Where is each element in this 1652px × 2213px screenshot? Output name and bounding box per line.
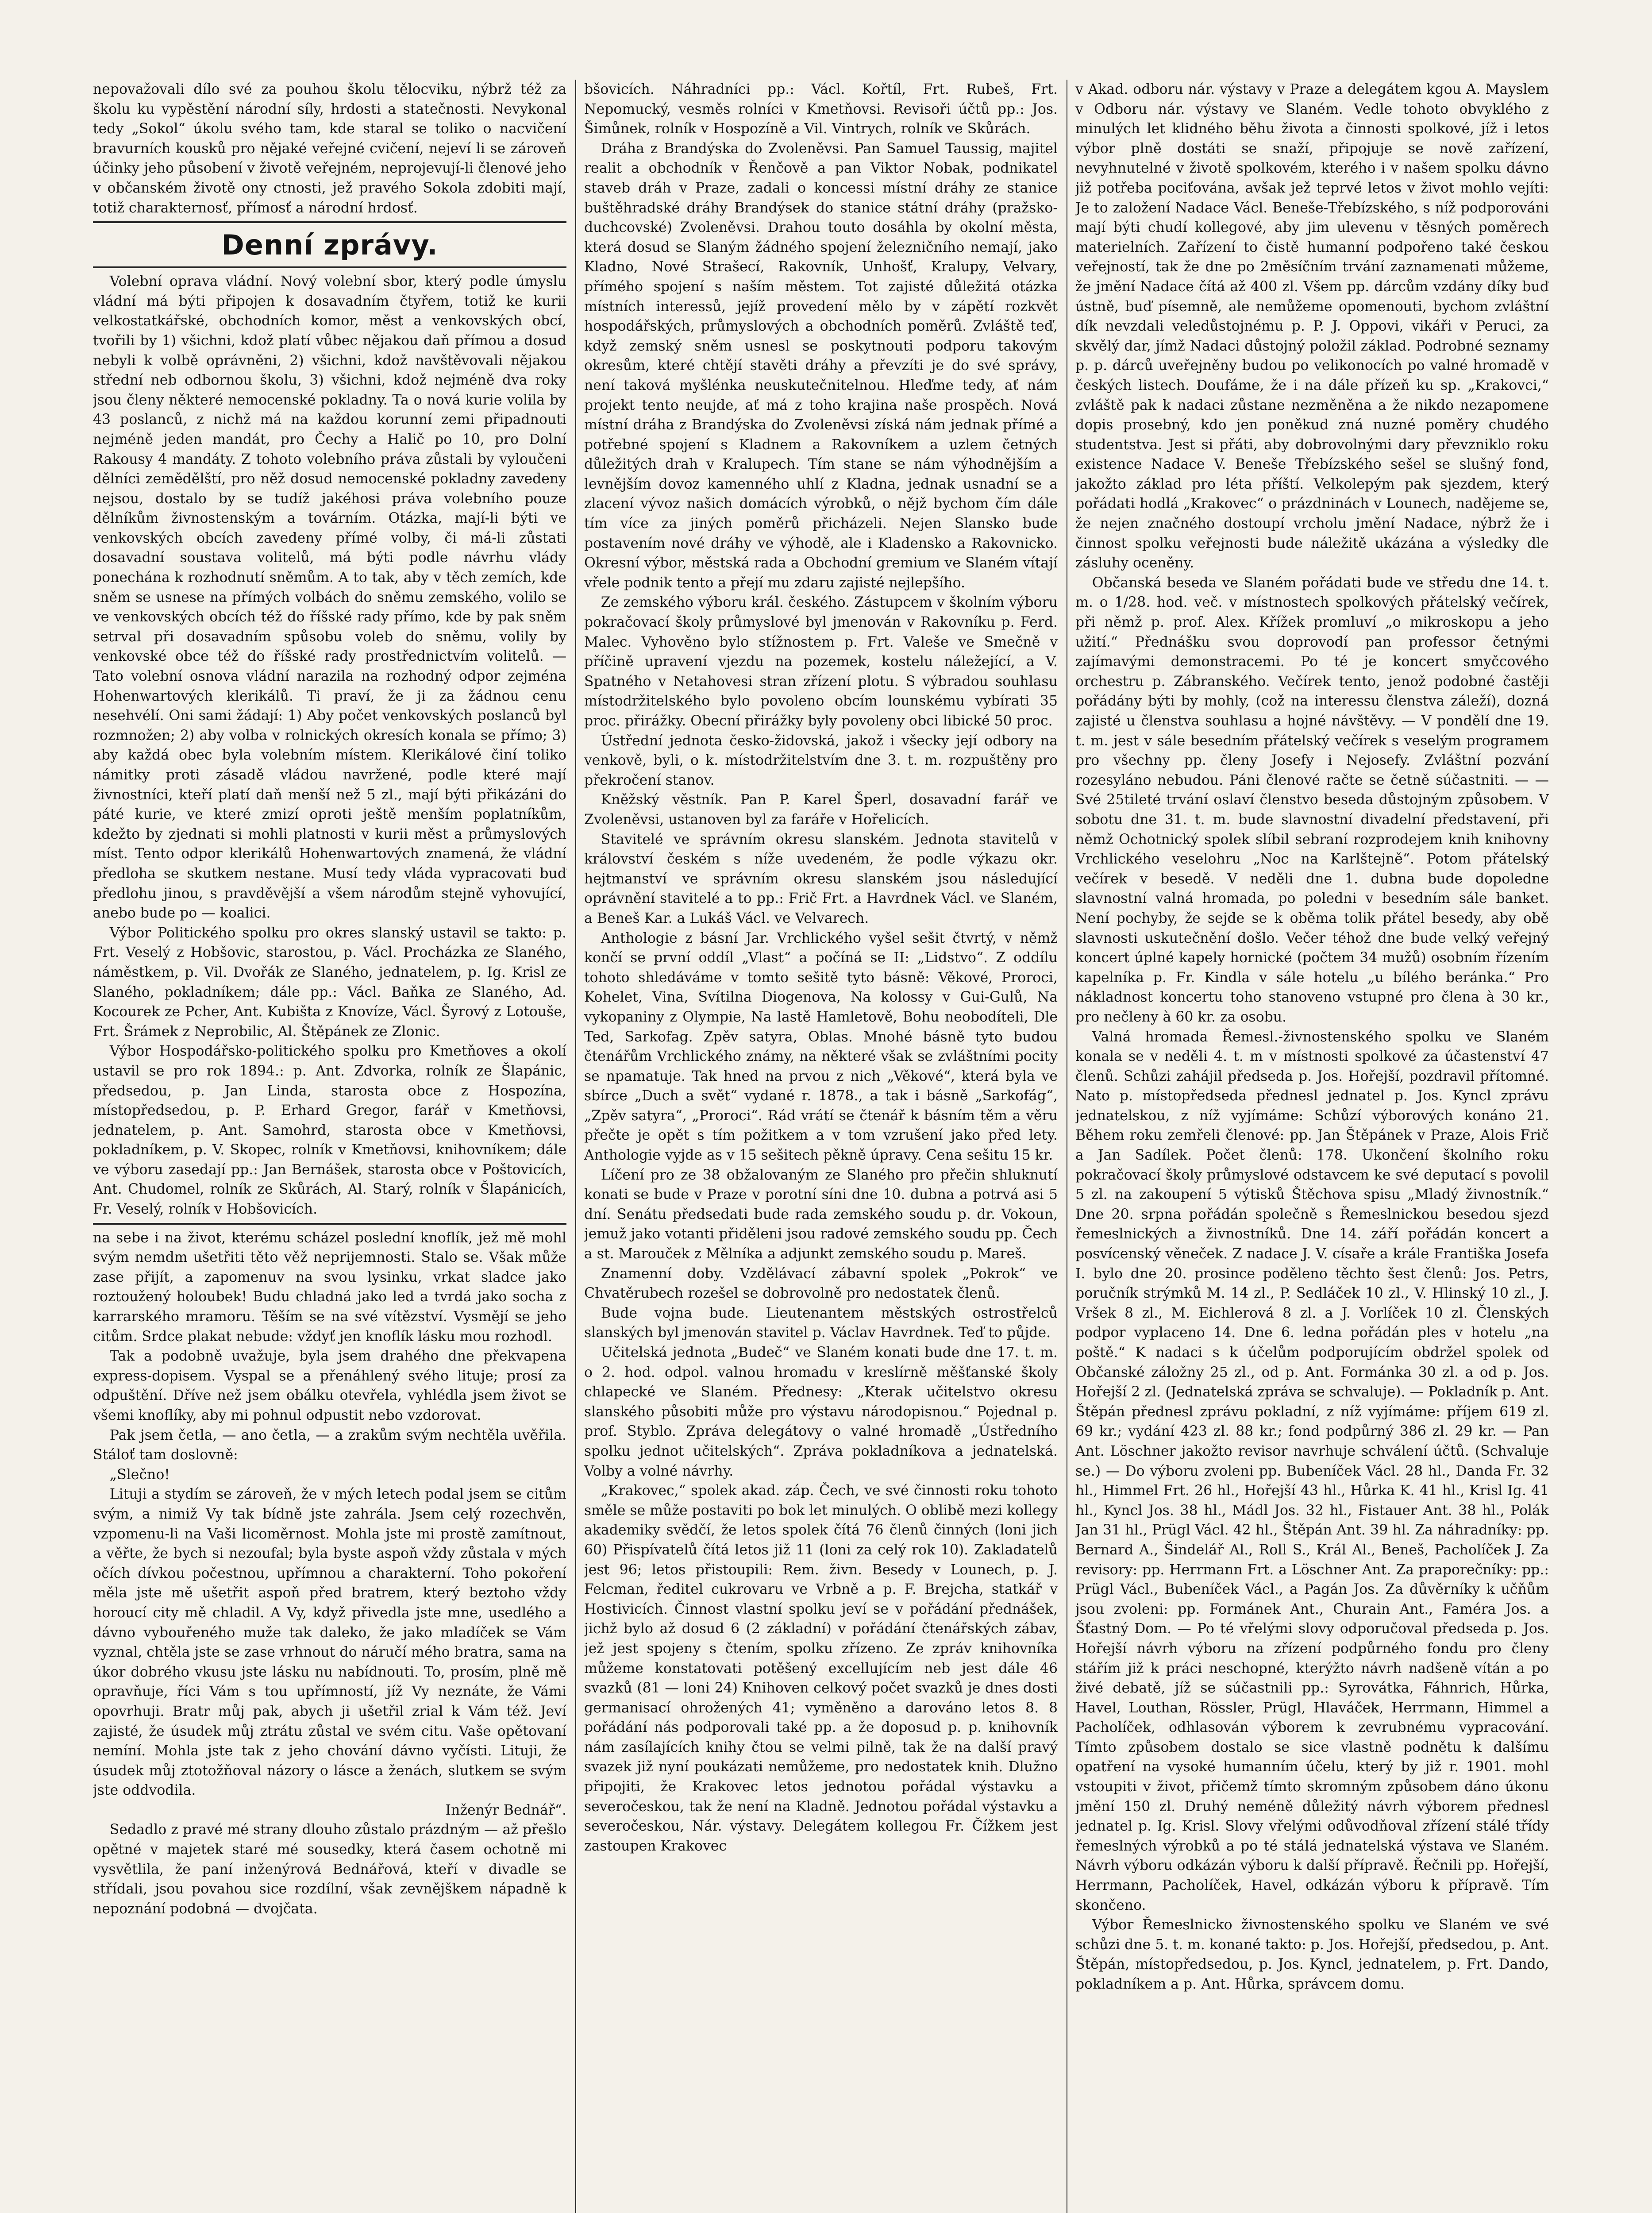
paragraph: Sedadlo z pravé mé strany dlouho zůstalo prázdným — až přešlo opětné v majetek staré mé sousedky, která časem ochotně mi vysvětlila, že paní inženýrová Bednářová, kteří v divadle se střídali, jsou povahou sice rozdílní, však zevnějškem nápadně k nepoznání podobná — dvojčata. xyxy=(93,1822,566,1917)
paragraph: Lituji a stydím se zároveň, že v mých letech podal jsem se citům svým, a nimiž Vy tak bídně jste zahrála. Jsem celý rozechvěn, vzpomenu-li na Vaši licoměrnost. Mohla jste mi prostě zamítnout, a věřte, že bych si nezoufal; byla byste aspoň vždy zůstala v mých očích dívkou počestnou, upřímnou a charakterní. Toho pokoření měla jste mě ušetřit aspoň před bratrem, který beztoho vždy horoucí city mě chladil. A Vy, když přivedla jste mne, usedlého a dávno vybouřeného muže tak daleko, že jako mladíček se Vám vyznal, chtěla jste se zase vrhnout do náručí mého bratra, sama na úkor dobrého vkusu jste lásku nu nabídnouti. To, prosím, plně mě opravňuje, říci Vám s tou upřímností, jíž Vy neznáte, že Vámi opovrhuji. Bratr můj pak, abych ji ušetřil zrial k Vám též. Jeví zajisté, že úsudek můj ztrátu zůstal ve svém citu. Vaše opětovaní nemíní. Mohla jste tak z jeho chování dávno vyčísti. Lituji, že úsudek můj ztotožňoval názory o lásce a ženách, slutkem se svým jste oddvodila. xyxy=(93,1486,566,1799)
paragraph: Výbor Politického spolku pro okres slanský ustavil se takto: p. Frt. Veselý z Hobšovic, starostou, p. Václ. Procházka ze Slaného, náměstkem, p. Vil. Dvořák ze Slaného, jednatelem, p. Ig. Krisl ze Slaného, pokladníkem; dále pp.: Václ. Baňka ze Slaného, Ad. Kocourek ze Pcher, Ant. Kubišta z Knovíze, Václ. Šyrový z Lotouše, Frt. Šrámek z Neprobilic, Al. Štěpánek ze Zlonic. xyxy=(93,925,566,1040)
paragraph: Občanská beseda ve Slaném pořádati bude ve středu dne 14. t. m. o 1/28. hod. več. v místnostech spolkových přátelský večírek, při němž p. prof. Alex. Křížek promluví „o mikroskopu a jeho užití.“ Přednášku svou doprovodí pan professor četnými zajímavými demonstracemi. Po té je koncert smyčcového orchestru p. Zábranského. Večírek tento, jenož podobné častěji pořádány býti by mohly, (což na interessu členstva záleží), dozná zajisté u členstva souhlasu a hojné návštěvy. — V pondělí dne 19. t. m. jest v sále besedním přátelský večírek s veselým programem pro všechny pp. členy Josefy i Nejosefy. Zvláštní pozvání rozesyláno nebudou. Páni členové račte se četně súčastniti. — — Své 25tileté trvání oslaví členstvo beseda důstojným způsobem. V sobotu dne 31. t. m. bude slavnostní divadelní představení, při němž Ochotnický spolek slíbil sebraní rozprodejem knih knihovny Vrchlického veselohru „Noc na Karlštejně“. Potom přátelský večírek v besedě. V neděli dne 1. dubna bude dopoledne slavnostní valná hromada, po poledni v besedním sále banket. Není pochyby, že sejde se k oběma tolik přátel besedy, aby obě slavnosti uskutečnění došlo. Večer téhož dne bude velký veřejný koncert úplné kapely hornické (počtem 34 mužů) osobním řízením kapelníka p. Fr. Kindla v sále hotelu „u bílého beránka.“ Pro nákladnost koncertu toho stanoveno vstupné pro člena à 30 kr., pro nečleny à 60 kr. za osobu. xyxy=(1075,574,1549,1025)
feuilleton-divider xyxy=(93,1223,566,1225)
paragraph: Stavitelé ve správním okresu slanském. Jednota stavitelů v království českém s níže uvedeném, že podle výkazu okr. hejtmanství ve správním okresu slanském jsou následující oprávnění stavitelé a to pp.: Frič Frt. a Havrdnek Václ. ve Slaném, a Beneš Kar. a Lukáš Václ. ve Velvarech. xyxy=(584,831,1058,926)
section-heading: Denní zprávy. xyxy=(221,229,438,262)
paragraph: Líčení pro ze 38 obžalovaným ze Slaného pro přečin shluknutí konati se bude v Praze v porotní síni dne 10. dubna a potrvá asi 5 dní. Senátu předsedati bude rada zemského soudu p. dr. Vokoun, jemuž jako votanti přiděleni jsou radové zemského soudu pp. Čech a st. Marouček z Mělníka a adjunkt zemského soudu p. Mareš. xyxy=(584,1167,1058,1262)
paragraph: Pak jsem četla, — ano četla, — a zrakům svým nechtěla uvěřila. Stáloť tam doslovně: xyxy=(93,1427,566,1463)
paragraph: na sebe i na život, kterému scházel poslední knoflík, jež mě mohl svým nemdm ušetřiti těto věž neprijemnosti. Stalo se. Však může zase přijít, a zapomenuv na svou lysinku, vrkat sladce jako roztoužený holoubek! Budu chladná jako led a tvrdá jako socha z karrarského mramoru. Těším se na své vítězství. Vysmějí se jeho citům. Srdce plakat nebude: vždyť jen knoflík lásku mou rozhodl. xyxy=(93,1230,566,1345)
paragraph: Kněžský věstník. Pan P. Karel Šperl, dosavadní farář ve Zvoleněvsi, ustanoven byl za faráře v Hořelicích. xyxy=(584,792,1058,828)
paragraph: „Krakovec,“ spolek akad. záp. Čech, ve své činnosti roku tohoto směle se může postaviti po bok let minulých. O oblibě mezi kollegy akademiky svědčí, že letos spolek čítá 76 členů činných (loni jich 60) Přispívatelů čítá letos již 11 (loni za celý rok 10). Zakladatelů jest 96; letos přistoupili: Rem. živn. Besedy v Lounech, p. J. Felcman, ředitel cukrovaru ve Vrbně a p. F. Brejcha, statkář v Hostivicích. Činnost vlastní spolku jeví se v pořádání přednášek, jichž bylo až dosud 6 (2 základní) v pořádání čtenářských zábav, jež jest spojeny s čtením, spolku zřízeno. Ze zpráv knihovníka můžeme konstatovati potěšený excellujícím neb jest dále 46 svazků (81 — loni 24) Knihoven celkový počet svazků je dnes dosti germanisací ohrožených 41; vyměněno a darováno letos 8. 8 pořádání nás podporovali také pp. a že doposud p. p. knihovník nám zasílajících knihy čtou se velmi pilně, tak že na další pravý svazek již nyní poukázati nemůžeme, pro nedostatek knih. Dlužno připojiti, že Krakovec letos jednotou pořádal výstavku a severočeskou, tak že není na Kladně. Jednotou pořádal výstavku a severočeskou, Nár. výstavy. Delegátem kollegou Fr. Čížkem jest zastoupen Krakovec xyxy=(584,1483,1058,1854)
column-1 xyxy=(93,80,566,2213)
signature: Inženýr Bednář“. xyxy=(445,1802,566,1818)
column-2 xyxy=(584,80,1058,2213)
column-rule-1 xyxy=(575,80,576,2213)
column-3 xyxy=(1075,80,1549,2213)
newspaper-page xyxy=(93,80,1606,2213)
divider xyxy=(93,266,566,268)
paragraph: Učitelská jednota „Budeč“ ve Slaném konati bude dne 17. t. m. o 2. hod. odpol. valnou hromadu v kreslírně měšťanské školy chlapecké ve Slaném. Přednesy: „Kterak učitelstvo okresu slanského působiti může pro výstavu národopisnou.“ Pojednal p. prof. Styblo. Zpráva delegátovy o valné hromadě „Ústředního spolku jednot učitelských“. Zpráva pokladníkova a jednatelská. Volby a volné návrhy. xyxy=(584,1345,1058,1479)
paragraph: Anthologie z básní Jar. Vrchlického vyšel sešit čtvrtý, v němž končí se první oddíl „Vlast“ a počíná se II: „Lidstvo“. Z oddílu tohoto shledáváme v tomto sešitě tyto básně: Věkové, Proroci, Kohelet, Vina, Svítilna Diogenova, Na kolossy v Gui-Gulů, Na vykopaniny z Olympie, Na lastě Hamletově, Bohu neobodíteli, Dle Ted, Sarkofag. Zpěv satyra, Oblas. Mnohé básně tyto budou čtenářům Vrchlického známy, na některé však se zvláštními pocity se npamatuje. Tak hned na prvou z nich „Věkové“, která byla ve sbírce „Duch a svět“ vydané r. 1878., a tak i básně „Sarkofág“, „Zpěv satyra“, „Proroci“. Rád vrátí se čtenář k básním těm a věru přečte je opět s tím požitkem a v tom vzrušení jako před lety. Anthologie vyjde as v 15 sešitech pěkně úpravy. Cena sešitu 15 kr. xyxy=(584,930,1058,1164)
paragraph: Tak a podobně uvažuje, byla jsem drahého dne překvapena express-dopisem. Vyspal se a přenáhlený svého lituje; prosí za odpuštění. Dříve než jsem obálku otevřela, vyhlédla jsem život se všemi knoflíky, aby mi pohnul odpustit nebo vzdorovat. xyxy=(93,1348,566,1423)
divider xyxy=(93,221,566,223)
paragraph: v Akad. odboru nár. výstavy v Praze a delegátem kgou A. Mayslem v Odboru nár. výstavy ve Slaném. Vedle tohoto obvyklého z minulých let klidného běhu života a činnosti spolkové, jíž i letos výbor plně dostáti se snaží, připojuje se nově zařízení, nevyhnutelné v životě spolkovém, kterého i v našem spolku dávno již potřeba pociťována, avšak jež teprvé letos v život mohlo vejíti: Je to založení Nadace Václ. Beneše-Třebízského, s níž podporováni mají býti chudí kollegové, aby jim ulevenu v těsných poměrech materielních. Zařízení to čistě humanní podpořeno také českou veřejností, tak že dne po 2měsíčním trvání zaznamenati můžeme, že jmění Nadace čítá až 400 zl. Všem pp. dárcům vzdány díky buď ústně, buď písemně, ale nemůžeme opomenouti, bychom zvláštní dík nevzdali veledůstojnému p. P. J. Oppovi, vikáři v Peruci, za skvělý dar, jímž Nadaci důstojný položil základ. Podrobné seznamy p. p. dárců uveřejněny budou po velikonocích po valné hromadě v českých listech. Doufáme, že i na dále přízeň ku sp. „Krakovci,“ zvláště pak k nadaci zůstane nezměněna a že nikdo nezapomene dopis prosebný, kdo jen poněkud zná nuzné poměry chudého studentstva. Jest si přáti, aby dobrovolnými dary převzniklo roku existence Nadace V. Beneše Třebízského sešel se slušný fond, jakožto základ pro léta příští. Velkolepým pak sjezdem, který pořádati hodlá „Krakovec“ o prázdninách v Lounech, nadějeme se, že nejen značného dostoupí vrcholu jmění Nadace, nýbrž že i činnost spolku veřejnosti bude náležitě ukázána a výsledky dle zásluhy oceněny. xyxy=(1075,81,1549,571)
paragraph: Dráha z Brandýska do Zvoleněvsi. Pan Samuel Taussig, majitel realit a obchodník v Řenčově a pan Viktor Nobak, podnikatel staveb dráh v Praze, zadali o koncessi místní dráhy ze stanice buštěhradské dráhy Brandýsek do stanice státní dráhy (pražsko-duchcovské) Zvoleněvsi. Drahou touto dosáhla by okolní města, která dosud se Slaným žádného spojení železničního nemají, jako Kladno, Nové Strašecí, Rakovník, Unhošť, Kralupy, Velvary, přímého spojení s naším městem. Tot zajisté důležitá otázka místních interessů, jejíž provedení mělo by v zápětí rozkvět hospodářských, průmyslových a obchodních poměrů. Zvláště teď, když zemský sněm usnesl se poskytnouti podporu takovým okresům, které chtějí stavěti dráhy a převzíti je do své správy, není taková myšlénka neuskutečnitelnou. Hleďme tedy, ať nám projekt tento neujde, ať má z toho krajina naše prospěch. Nová místní dráha z Brandýska do Zvoleněvsi získá nám jednak přímé a potřebné spojení s Kladnem a Rakovníkem a uzlem četných důležitých drah v Kralupech. Tím stane se nám výhodnějším a levnějším dovoz kamenného uhlí z Kladna, jednak usnadní se a zlacení vývoz našich domácích výrobků, o nějž bychom čím dále tím více za jiných poměrů přicházeli. Nejen Slansko bude postavením nové dráhy ve výhodě, ale i Kladensko a Rakovnicko. Okresní výbor, městská rada a Obchodní gremium ve Slaném vítají vřele podnik tento a přejí mu zdaru zajisté nejlepšího. xyxy=(584,140,1058,591)
left-margin-marks xyxy=(27,80,37,2213)
paragraph: Valná hromada Řemesl.-živnostenského spolku ve Slaném konala se v neděli 4. t. m v místnosti spolkové za účastenství 47 členů. Schůzi zahájil předseda p. Jos. Hořejší, pozdravil přítomné. Nato p. místopředseda přednesl jednatel p. Jos. Kyncl zprávu jednatelskou, z níž vyjímáme: Schůzí výborových konáno 21. Během roku zemřeli členové: pp. Jan Štěpánek v Praze, Alois Frič a Jan Sadílek. Počet členů: 178. Ukončení školního roku pokračovací školy průmyslové odstavcem ke své deputací s povolil 5 zl. na zakoupení 5 výtisků Štěchova spisu „Mladý živnostník.“ Dne 20. srpna pořádán společně s Řemeslnickou besedou sjezd řemeslnických a živnostníků. Dne 14. září pořádán koncert a posvícenský věneček. Z nadace J. V. císaře a krále Františka Josefa I. bylo dne 20. prosince poděleno těchto šest členů: Jos. Petrs, poručník strýmků M. 14 zl., P. Sedláček 10 zl., V. Hlinský 10 zl., J. Vršek 8 zl., M. Eichlerová 8 zl. a J. Vorlíček 10 zl. Členských podpor vyplaceno 14. Dne 6. ledna pořádán ples v hotelu „na poště.“ K nadaci s k účelům podporujícím obdržel spolek od Občanské záložny 25 zl., od p. Ant. Formánka 30 zl. a od p. Jos. Hořejší 2 zl. (Jednatelská zpráva se schvaluje). — Pokladník p. Ant. Štěpán přednesl zprávu pokladní, z níž vyjímáme: příjem 619 zl. 69 kr.; vydání 423 zl. 88 kr.; fond podpůrný 386 zl. 29 kr. — Pan Ant. Löschner jakožto revisor navrhuje schválení účtů. (Schvaluje se.) — Do výboru zvoleni pp. Bubeníček Václ. 28 hl., Danda Fr. 32 hl., Himmel Frt. 26 hl., Hořejší 43 hl., Hůrka K. 41 hl., Krisl Ig. 41 hl., Kyncl Jos. 38 hl., Mádl Jos. 32 hl., Fistauer Ant. 38 hl., Polák Jan 31 hl., Prügl Václ. 42 hl., Štěpán Ant. 39 hl. Za náhradníky: pp. Bernard A., Šindelář Al., Roll S., Král Al., Beneš, Pacholíček J. Za revisory: pp. Herrmann Frt. a Löschner Ant. Za praporečníky: pp.: Prügl Václ., Bubeníček Václ., a Pagán Jos. Za důvěrníky k učňům jsou zvoleni: pp. Formánek Ant., Churain Ant., Faméra Jos. a Šťastný Dom. — Po té vřelými slovy odporučoval předseda p. Jos. Hořejší návrh výboru na zřízení podpůrného fondu pro členy stářím již k práci neschopné, kterýžto návrh nadšeně vítán a po živé debatě, jíž se súčastnili pp.: Syrovátka, Fáhnrich, Hůrka, Havel, Louthan, Rössler, Prügl, Hlaváček, Herrmann, Himmel a Pacholíček, odhlasován výborem k zevrubnému vypracování. Tímto způsobem dostalo se sice vlastně podnětu k dalšímu opatření na vysoké humanním účelu, který by již r. 1901. mohl vstoupiti v život, přičemž tímto skromným způsobem dáno úkonu jmění 150 zl. Druhý neméně důležitý návrh výborem přednesl jednatel p. Ig. Krisl. Slovy vřelými odůvodňoval zřízení stálé třídy řemeslných výrobků a po té stálá jednatelská výstava ve Slaném. Návrh výboru odkázán výboru k další přípravě. Řečnili pp. Hořejší, Herrmann, Pacholíček, Havel, odkázán výboru k přípravě. Tím skončeno. xyxy=(1075,1029,1549,1913)
paragraph: Ze zemského výboru král. českého. Zástupcem v školním výboru pokračovací školy průmyslové byl jmenován v Rakovníku p. Ferd. Malec. Vyhověno bylo stížnostem p. Frt. Valeše ve Smečně v příčině upravení vjezdu na pozemek, kostelu náležející, a V. Spatného v Netahovesi stran zřízení plotu. S výbradou souhlasu místodržitelského bylo povoleno obcím lounskému vybírati 35 proc. přirážky. Obecní přirážky byly povoleny obci libické 50 proc. xyxy=(584,594,1058,729)
paragraph: „Slečno! xyxy=(109,1466,170,1483)
paragraph: Ústřední jednota česko-židovská, jakož i všecky její odbory na venkově, byli, o k. místodržitelstvím dne 3. t. m. rozpuštěny pro překročení stanov. xyxy=(584,733,1058,788)
paragraph: Volební oprava vládní. Nový volební sbor, který podle úmyslu vládní má býti připojen k dosavadním čtyřem, totiž ke kurii velkostatkářské, obchodních komor, měst a venkovských obcí, tvořili by 1) všichni, kdož platí vůbec nějakou daň přímou a dosud nebyli k volbě oprávněni, 2) všichni, kdož navštěvovali nějakou střední neb odbornou školu, 3) všichni, kdož nejméně dva roky jsou členy některé nemocenské pokladny. Ta o nová kurie volila by 43 poslanců, z nichž má na každou korunní zemi připadnouti nejméně jeden mandát, pro Čechy a Halič po 10, pro Dolní Rakousy 4 mandáty. Z tohoto volebního práva zůstali by vyloučeni dělníci zemědělští, pro něž dosud nemocenské pokladny zavedeny nejsou, dostalo by se tudíž jakéhosi práva volebního pouze dělníkům živnostenským a továrním. Otázka, mají-li býti ve venkovských obcích zavedeny přímé volby, či má-li zůstati dosavadní soustava volitelů, má býti podle návrhu vlády ponechána k rozhodnutí sněmům. A to tak, aby v těch zemích, kde sněm se usnese na přímých volbách do sněmu zemského, volilo se ve venkovských obcích též do říšské rady přímo, kde by pak sněm setrval při dosavadním spůsobu voleb do sněmu, volily by venkovské obce též do říšské rady prostřednictvím volitelů. — Tato volební osnova vládní narazila na rozhodný odpor zejména Hohenwartových klerikálů. Ti praví, že ji za žádnou cenu nesehvélí. Oni sami žádají: 1) Aby počet venkovských poslanců byl rozmnožen; 2) aby volba v rolnických okresích konala se přímo; 3) aby každá obec byla volebním místem. Klerikálové činí toliko námitky proti zásadě vládou navržené, podle které mají živnostníci, kteří platí daň menší než 5 zl., mají býti přikázáni do páté kurie, ve které zmizí oproti ještě menším poplatníkům, kdežto by zjednati si mohli platnosti v kurii měst a průmyslových míst. Tento odpor klerikálů Hohenwartových znamená, že vládní předloha se skutkem nestane. Musí tedy vláda vypracovati buď předlohu jinou, s pravděvější a všem národům stejně vyhovující, anebo bude po — koalici. xyxy=(93,274,566,921)
paragraph: Znamenní doby. Vzdělávací zábavní spolek „Pokrok“ ve Chvatěrubech rozešel se dobrovolně pro nedostatek členů. xyxy=(584,1265,1058,1302)
paragraph: Bude vojna bude. Lieutenantem městských ostrostřelců slanských byl jmenován stavitel p. Václav Havrdnek. Teď to půjde. xyxy=(584,1305,1058,1341)
paragraph: bšovicích. Náhradníci pp.: Václ. Kořtíl, Frt. Rubeš, Frt. Nepomucký, vesměs rolníci v Kmetňovsi. Revisoři účtů pp.: Jos. Šimůnek, rolník v Hospozíně a Vil. Vintrych, rolník ve Skůrách. xyxy=(584,81,1058,137)
paragraph: Výbor Hospodářsko-politického spolku pro Kmetňoves a okolí ustavil se pro rok 1894.: p. Ant. Zdvorka, rolník ze Šlapánic, předsedou, p. Jan Linda, starosta obce z Hospozína, místopředsedou, p. P. Erhard Gregor, farář v Kmetňovsi, jednatelem, p. Ant. Samohrd, starosta obce v Kmetňovsi, pokladníkem, p. V. Skopec, rolník v Kmetňovsi, knihovníkem; dále ve výboru zasedají pp.: Jan Bernášek, starosta obce v Poštovicích, Ant. Chudomel, rolník ze Skůrách, Al. Starý, rolník v Šlapánicích, Fr. Veselý, rolník v Hobšovicích. xyxy=(93,1043,566,1218)
paragraph: Výbor Řemeslnicko živnostenského spolku ve Slaném ve své schůzi dne 5. t. m. konané takto: p. Jos. Hořejší, předsedou, p. Ant. Štěpán, místopředsedou, p. Jos. Kyncl, jednatelem, p. Frt. Dando, pokladníkem a p. Ant. Hůrka, správcem domu. xyxy=(1075,1917,1549,1992)
paragraph: nepovažovali dílo své za pouhou školu tělocviku, nýbrž též za školu ku vypěstění národní síly, hrdosti a statečnosti. Nevykonal tedy „Sokol“ úkolu svého tam, kde staral se toliko o nacvičení bravurních kousků pro nějaké veřejné cvičení, nejeví li se zároveň účinky jeho působení v životě veřejném, neprojevují-li členové jeho v občanském životě ony ctnosti, jež pravého Sokola zdobiti mají, totiž charakternosť, přímosť a národní hrdosť. xyxy=(93,81,566,216)
